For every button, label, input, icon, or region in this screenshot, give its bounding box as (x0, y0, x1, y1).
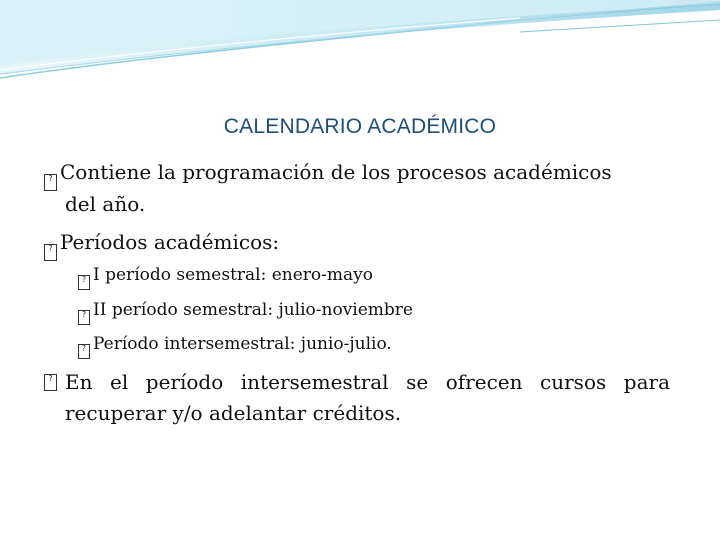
bullet-placeholder-icon: ? (44, 374, 57, 391)
bullet-1-text: Contiene la programación de los procesos académicos (60, 160, 612, 184)
sub-bullet-1 (78, 265, 373, 290)
bullet-1-continuation: del año. (65, 192, 146, 216)
sub-bullet-2 (78, 300, 413, 325)
header-wave-decoration (0, 0, 720, 100)
bullet-placeholder-icon: ? (44, 244, 57, 261)
sub-bullet-1-text: I período semestral: enero-mayo (93, 265, 374, 285)
sub-bullet-3-text: Período intersemestral: junio-julio. (93, 334, 392, 354)
bullet-placeholder-icon: ? (78, 275, 90, 290)
bullet-1 (44, 160, 612, 191)
bullet-3-text: En el período intersemestral se ofrecen cursos para (65, 370, 670, 394)
slide-title: CALENDARIO ACADÉMICO (223, 115, 497, 138)
sub-bullet-2-text: II período semestral: julio-noviembre (93, 300, 413, 320)
bullet-3-continuation: recuperar y/o adelantar créditos. (65, 401, 402, 425)
bullet-placeholder-icon: ? (78, 310, 90, 325)
bullet-placeholder-icon: ? (44, 174, 57, 191)
sub-bullet-3 (78, 334, 392, 359)
bullet-placeholder-icon: ? (78, 344, 90, 359)
bullet-2-text: Períodos académicos: (60, 230, 280, 254)
bullet-2 (44, 230, 279, 261)
